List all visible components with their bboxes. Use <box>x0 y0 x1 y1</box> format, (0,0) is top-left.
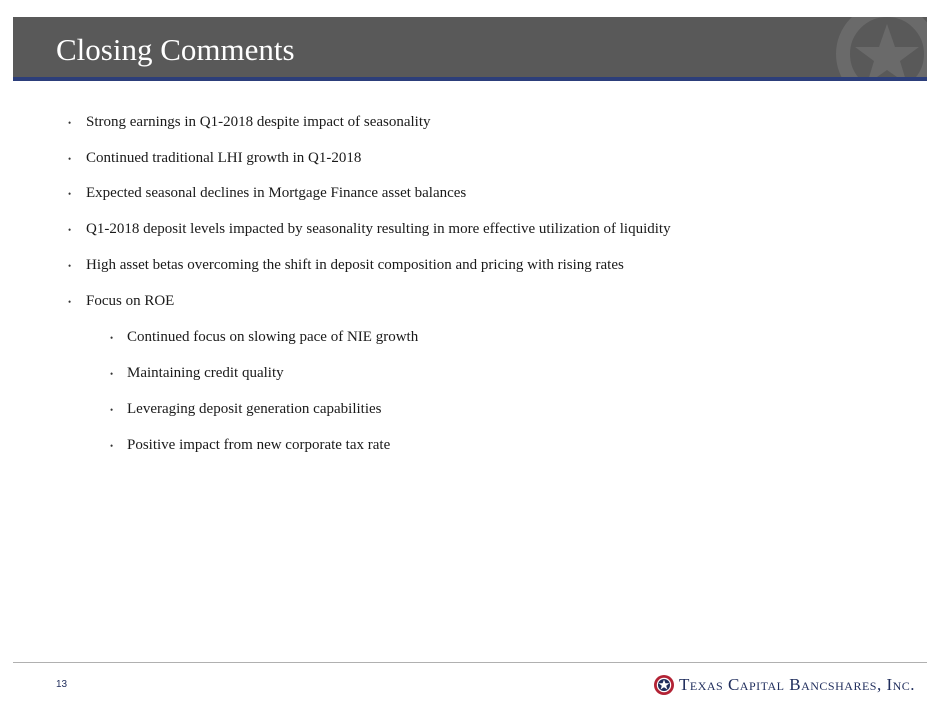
bullet-dot: • <box>110 441 114 451</box>
bullet-text: Strong earnings in Q1-2018 despite impact of seasonality <box>86 114 431 130</box>
bullet-text: Continued traditional LHI growth in Q1-2018 <box>86 150 362 166</box>
bullet-dot: • <box>68 118 72 128</box>
bullet-dot: • <box>68 225 72 235</box>
company-logo-text: Texas Capital Bancshares, Inc. <box>679 675 916 694</box>
company-logo <box>653 674 925 698</box>
bullet-dot: • <box>68 297 72 307</box>
star-seal-icon <box>653 674 675 696</box>
bullet-text: Continued focus on slowing pace of NIE growth <box>127 329 419 345</box>
bullet-text: Q1-2018 deposit levels impacted by seasonality resulting in more effective utilization of liquidity <box>86 221 671 237</box>
bullet-text: Maintaining credit quality <box>127 365 284 381</box>
star-seal-watermark-icon <box>807 17 927 77</box>
bullet-dot: • <box>110 333 114 343</box>
bullet-text: High asset betas overcoming the shift in deposit composition and pricing with rising rates <box>86 257 624 273</box>
page-number: 13 <box>56 679 68 690</box>
bullet-dot: • <box>110 369 114 379</box>
page-title: Closing Comments <box>56 32 295 67</box>
bullet-text: Expected seasonal declines in Mortgage Finance asset balances <box>86 185 467 201</box>
bullet-text: Positive impact from new corporate tax rate <box>127 437 391 453</box>
bullet-text: Focus on ROE <box>86 293 175 309</box>
bullet-dot: • <box>110 405 114 415</box>
title-accent-rule <box>13 77 927 81</box>
bullet-dot: • <box>68 154 72 164</box>
bullet-dot: • <box>68 261 72 271</box>
bullet-text: Leveraging deposit generation capabilities <box>127 401 382 417</box>
title-bar <box>13 17 927 77</box>
bullet-dot: • <box>68 189 72 199</box>
footer-rule <box>13 662 927 663</box>
